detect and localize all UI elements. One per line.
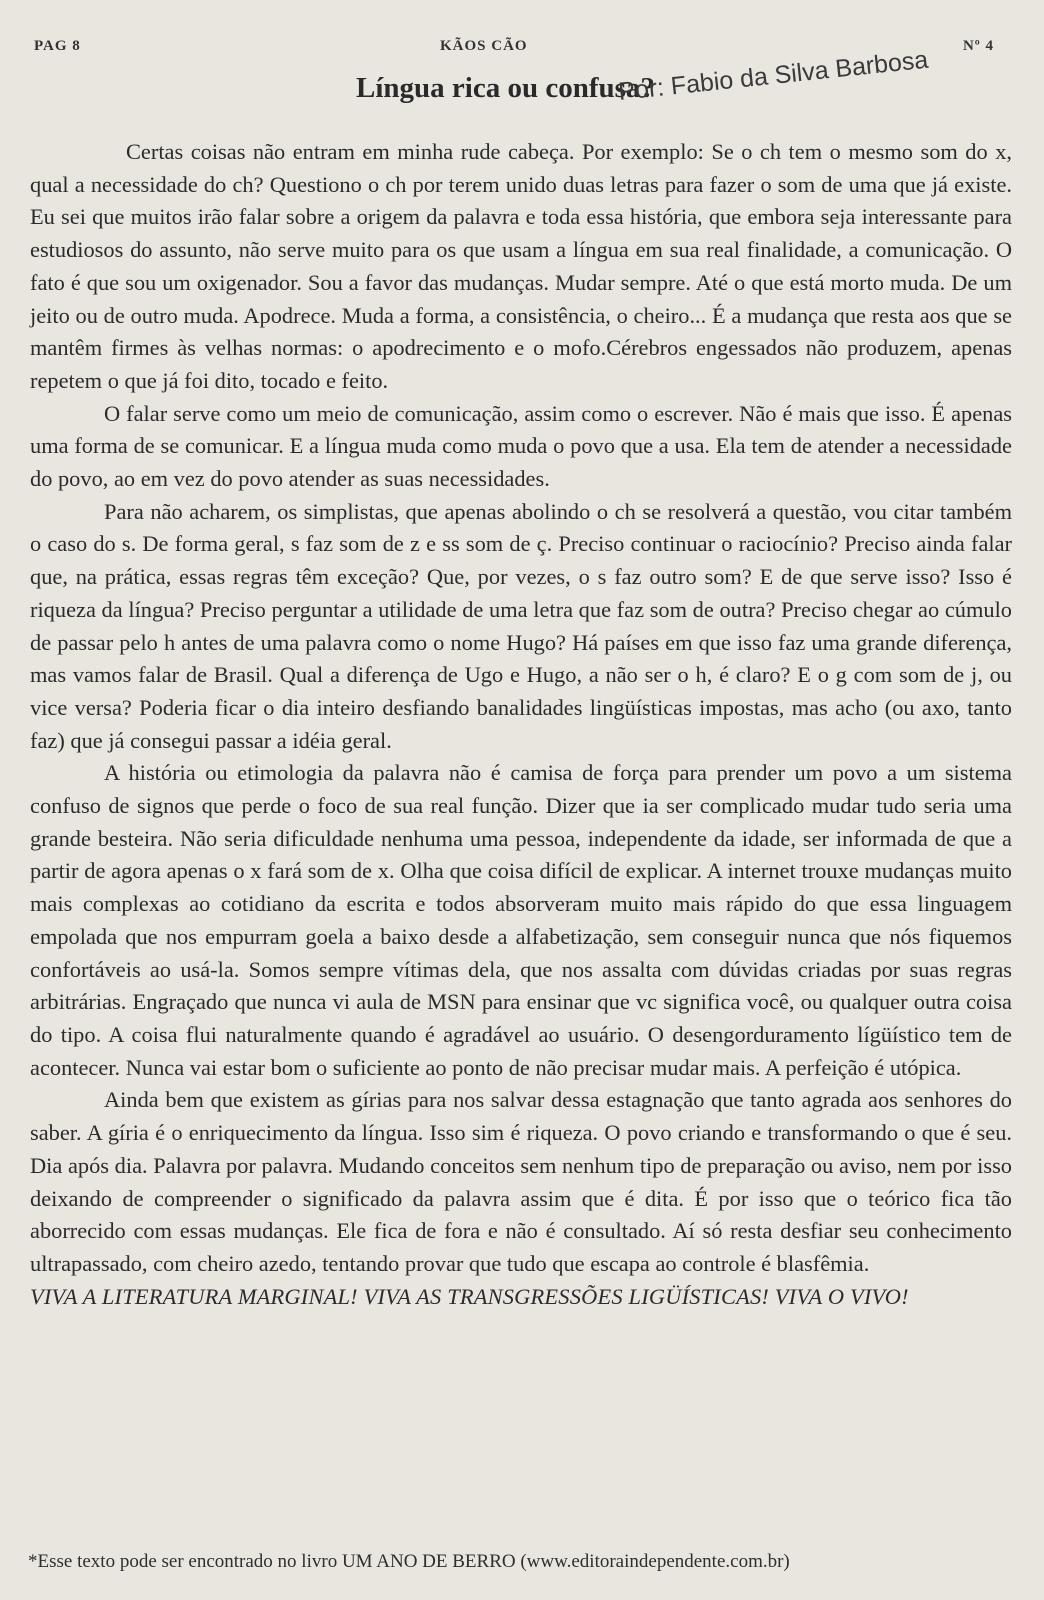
article-title: Língua rica ou confusa? (356, 72, 655, 104)
closing-slogan: VIVA A LITERATURA MARGINAL! VIVA AS TRANSGRESSÕES LIGÜÍSTICAS! VIVA O VIVO! (30, 1283, 909, 1309)
publication-name: KÃOS CÃO (440, 38, 528, 54)
paragraph: Ainda bem que existem as gírias para nos salvar dessa estagnação que tanto agrada aos senhores do saber. A gíria é o enriquecimento da língua. Isso sim é riqueza. O povo criando e transformando o que é seu. Dia após dia. Palavra por palavra. Mudando conceitos sem nenhum tipo de preparação ou aviso, nem por isso deixando de compreender o significado da palavra assim que é dita. É por isso que o teórico fica tão aborrecido com essas mudanças. Ele fica de fora e não é consultado. Aí só resta desfiar seu conhecimento ultrapassado, com cheiro azedo, tentando provar que tudo que escapa ao controle é blasfêmia. (30, 1087, 1012, 1276)
article-body (30, 136, 1012, 1313)
paragraph: Certas coisas não entram em minha rude cabeça. Por exemplo: Se o ch tem o mesmo som do x, qual a necessidade do ch? Questiono o ch por terem unido duas letras para fazer o som de uma que já existe. Eu sei que muitos irão falar sobre a origem da palavra e toda essa história, que embora seja interessante para estudiosos do assunto, não serve muito para os que usam a língua em sua real finalidade, a comunicação. O fato é que sou um oxigenador. Sou a favor das mudanças. Mudar sempre. Até o que está morto muda. De um jeito ou de outro muda. Apodrece. Muda a forma, a consistência, o cheiro... É a mudança que resta aos que se mantêm firmes às velhas normas: o apodrecimento e o mofo.Cérebros engessados não produzem, apenas repetem o que já foi dito, tocado e feito. (30, 139, 1012, 393)
paragraph: A história ou etimologia da palavra não é camisa de força para prender um povo a um sistema confuso de signos que perde o foco de sua real função. Dizer que ia ser complicado mudar tudo seria uma grande besteira. Não seria dificuldade nenhuma uma pessoa, independente da idade, ser informada de que a partir de agora apenas o x fará som de x. Olha que coisa difícil de explicar. A internet trouxe mudanças muito mais complexas ao cotidiano da escrita e todos absorveram muito mais rápido do que essa linguagem empolada que nos empurram goela a baixo desde a alfabetização, sem conseguir nunca que nós fiquemos confortáveis ao usá-la. Somos sempre vítimas dela, que nos assalta com dúvidas criadas por suas regras arbitrárias. Engraçado que nunca vi aula de MSN para ensinar que vc significa você, ou qualquer outra coisa do tipo. A coisa flui naturalmente quando é agradável ao usuário. O desengorduramento lígüístico tem de acontecer. Nunca vai estar bom o suficiente ao ponto de não precisar mudar mais. A perfeição é utópica. (30, 760, 1012, 1080)
footnote: *Esse texto pode ser encontrado no livro UM ANO DE BERRO (www.editoraindependente.com.br) (28, 1551, 790, 1572)
article-byline: Por: Fabio da Silva Barbosa (616, 45, 930, 107)
paragraph: O falar serve como um meio de comunicação, assim como o escrever. Não é mais que isso. É apenas uma forma de se comunicar. E a língua muda como muda o povo que a usa. Ela tem de atender a necessidade do povo, ao em vez do povo atender as suas necessidades. (30, 400, 1012, 492)
issue-number: Nº 4 (962, 38, 994, 54)
paragraph: Para não acharem, os simplistas, que apenas abolindo o ch se resolverá a questão, vou citar também o caso do s. De forma geral, s faz som de z e ss som de ç. Preciso continuar o raciocínio? Preciso ainda falar que, na prática, essas regras têm exceção? Que, por vezes, o s faz outro som? E de que serve isso? Isso é riqueza da língua? Preciso perguntar a utilidade de uma letra que faz som de outra? Preciso chegar ao cúmulo de passar pelo h antes de uma palavra como o nome Hugo? Há países em que isso faz uma grande diferença, mas vamos falar de Brasil. Qual a diferença de Ugo e Hugo, a não ser o h, é claro? E o g com som de j, ou vice versa? Poderia ficar o dia inteiro desfiando banalidades lingüísticas impostas, mas acho (ou axo, tanto faz) que já consegui passar a idéia geral. (30, 498, 1012, 753)
page-number: PAG 8 (34, 38, 81, 54)
